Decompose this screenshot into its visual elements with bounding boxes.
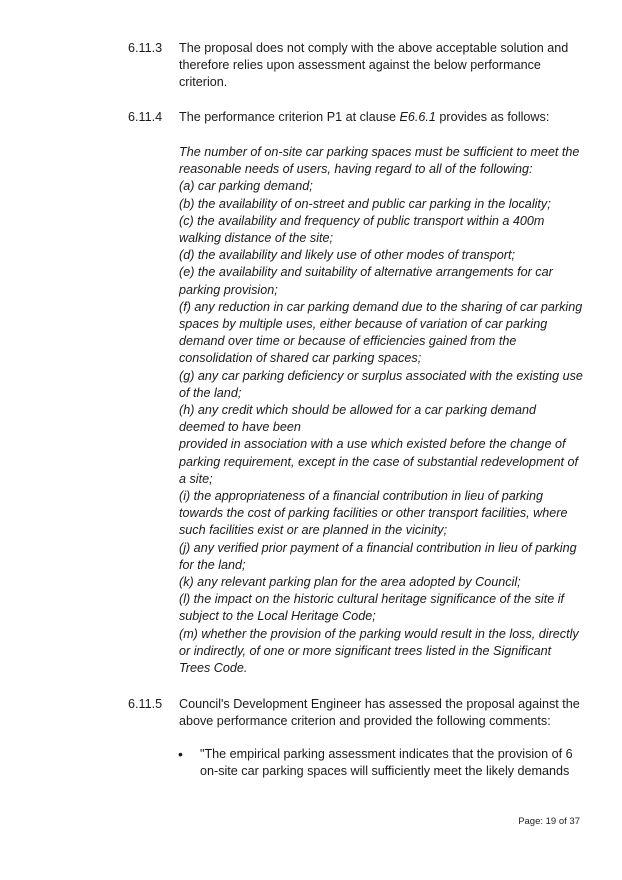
clause-intro (179, 109, 589, 126)
criterion-line: demand over time or because of efficiencies gained from the (179, 334, 517, 349)
criterion-line: such facilities exist or are planned in the vicinity; (179, 523, 448, 538)
criterion-line: or indirectly, of one or more significant trees listed in the Significant (179, 643, 552, 658)
clause-body (179, 40, 589, 92)
intro-suffix: provides as follows: (435, 110, 550, 124)
criterion-line: (g) any car parking deficiency or surplus associated with the existing use (179, 368, 583, 383)
criterion-line: deemed to have been (179, 420, 301, 435)
criterion-line: subject to the Local Heritage Code; (179, 609, 376, 624)
criterion-line: (d) the availability and likely use of other modes of transport; (179, 248, 516, 263)
criterion-line: (e) the availability and suitability of alternative arrangements for car (179, 265, 553, 280)
criterion-line: (m) whether the provision of the parking would result in the loss, directly (179, 626, 579, 641)
clause-line: criterion. (179, 75, 228, 90)
criterion-line: (k) any relevant parking plan for the area adopted by Council; (179, 575, 521, 590)
criterion-line: (c) the availability and frequency of public transport within a 400m (179, 213, 545, 228)
bullet-line: on-site car parking spaces will sufficiently meet the likely demands (200, 764, 570, 779)
criterion-line: parking provision; (179, 282, 278, 297)
intro-prefix: The performance criterion P1 at clause (179, 110, 400, 124)
criterion-line: consolidation of shared car parking spaces; (179, 351, 422, 366)
criterion-line: of the land; (179, 385, 242, 400)
clause-reference: E6.6.1 (399, 110, 436, 124)
clause-line: The proposal does not comply with the above acceptable solution and (179, 41, 569, 55)
criterion-line: provided in association with a use which existed before the change of (179, 437, 566, 452)
criterion-line: (b) the availability of on-street and public car parking in the locality; (179, 196, 551, 211)
bullet-line: "The empirical parking assessment indicates that the provision of 6 (200, 747, 573, 761)
criterion-line: The number of on-site car parking spaces must be sufficient to meet the (179, 145, 580, 159)
clause-line: therefore relies upon assessment against the below performance (179, 58, 541, 73)
criterion-line: for the land; (179, 557, 246, 572)
criterion-line: a site; (179, 471, 213, 486)
criterion-line: towards the cost of parking facilities or other transport facilities, where (179, 506, 568, 521)
clause-line: above performance criterion and provided the following comments: (179, 714, 551, 729)
clause-body (179, 109, 589, 126)
clause-line: Council's Development Engineer has assessed the proposal against the (179, 697, 580, 711)
criterion-line: parking requirement, except in the case of substantial redevelopment of (179, 454, 579, 469)
criterion-line: (f) any reduction in car parking demand due to the sharing of car parking (179, 299, 583, 314)
clause-body (179, 696, 589, 730)
criterion-line: (h) any credit which should be allowed for a car parking demand (179, 403, 537, 418)
bullet-text (200, 746, 590, 780)
criterion-line: reasonable needs of users, having regard to all of the following: (179, 162, 533, 177)
criterion-line: spaces by multiple uses, either because of variation of car parking (179, 317, 548, 332)
clause-number: 6.11.4 (128, 110, 163, 124)
page-number: Page: 19 of 37 (518, 816, 580, 827)
bullet-icon: • (178, 746, 183, 762)
criterion-line: Trees Code. (179, 661, 248, 676)
clause-number: 6.11.5 (128, 697, 163, 711)
criterion-line: (j) any verified prior payment of a financial contribution in lieu of parking (179, 540, 577, 555)
criterion-line: walking distance of the site; (179, 231, 334, 246)
criterion-text (179, 144, 589, 677)
clause-number: 6.11.3 (128, 41, 163, 55)
criterion-line: (l) the impact on the historic cultural heritage significance of the site if (179, 592, 564, 607)
criterion-line: (a) car parking demand; (179, 179, 313, 194)
criterion-line: (i) the appropriateness of a financial contribution in lieu of parking (179, 489, 544, 504)
